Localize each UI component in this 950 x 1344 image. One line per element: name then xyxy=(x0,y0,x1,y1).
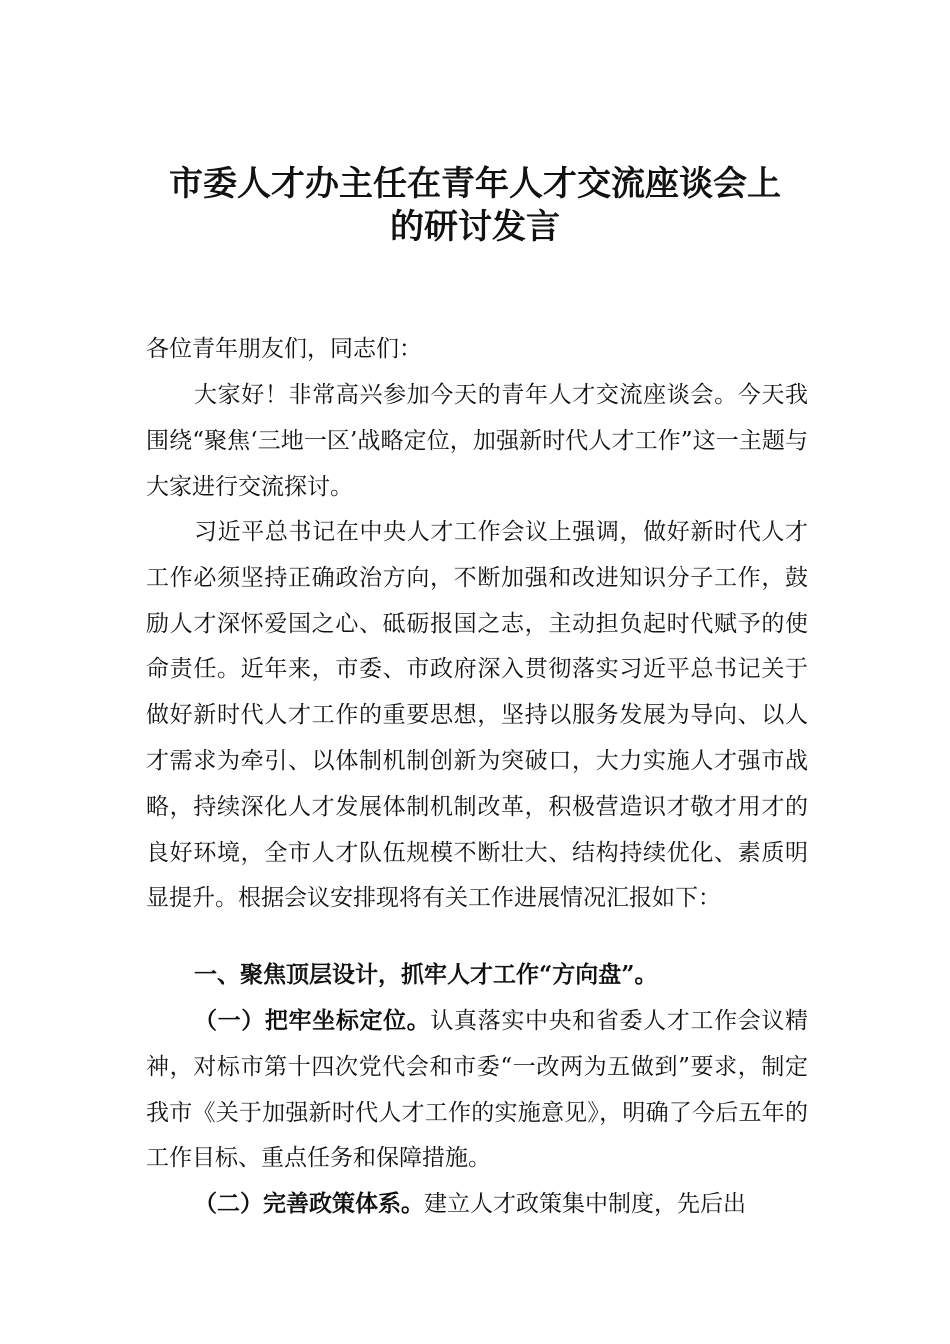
greeting: 各位青年朋友们，同志们： xyxy=(146,336,422,362)
item-2-heading: （二）完善政策体系。 xyxy=(194,1190,424,1217)
document-title-line-2: 的研讨发言 xyxy=(390,207,560,247)
paragraph-background: 习近平总书记在中央人才工作会议上强调，做好新时代人才工作必须坚持正确政治方向，不断加强和改进知识分子工作，鼓励人才深怀爱国之心、砥砺报国之志，主动担负起时代赋予的使命责任。近年来，市委、市政府深入贯彻落实习近平总书记关于做好新时代人才工作的重要思想，坚持以服务发展为导向、以人才需求为牵引、以体制机制创新为突破口，大力实施人才强市战略，持续深化人才发展体制机制改革，积极营造识才敬才用才的良好环境，全市人才队伍规模不断壮大、结构持续优化、素质明显提升。根据会议安排现将有关工作进展情况汇报如下： xyxy=(146,519,808,912)
paragraph-opening: 大家好！非常高兴参加今天的青年人才交流座谈会。今天我围绕“聚焦‘三地一区’战略定位，加强新时代人才工作”这一主题与大家进行交流探讨。 xyxy=(146,382,808,500)
paragraph-item-2 xyxy=(146,1181,808,1228)
paragraph-item-1 xyxy=(146,998,808,1182)
section-heading-1: 一、聚焦顶层设计，抓牢人才工作“方向盘”。 xyxy=(194,961,658,988)
document-title-line-1: 市委人才办主任在青年人才交流座谈会上 xyxy=(169,164,781,204)
item-1-heading: （一）把牢坐标定位。 xyxy=(194,1007,431,1034)
item-1-body: 认真落实中央和省委人才工作会议精神，对标市第十四次党代会和市委“一改两为五做到”要求，制定我市《关于加强新时代人才工作的实施意见》，明确了今后五年的工作目标、重点任务和保障措施。 xyxy=(146,1008,809,1172)
item-2-body: 建立人才政策集中制度，先后出 xyxy=(424,1191,746,1217)
